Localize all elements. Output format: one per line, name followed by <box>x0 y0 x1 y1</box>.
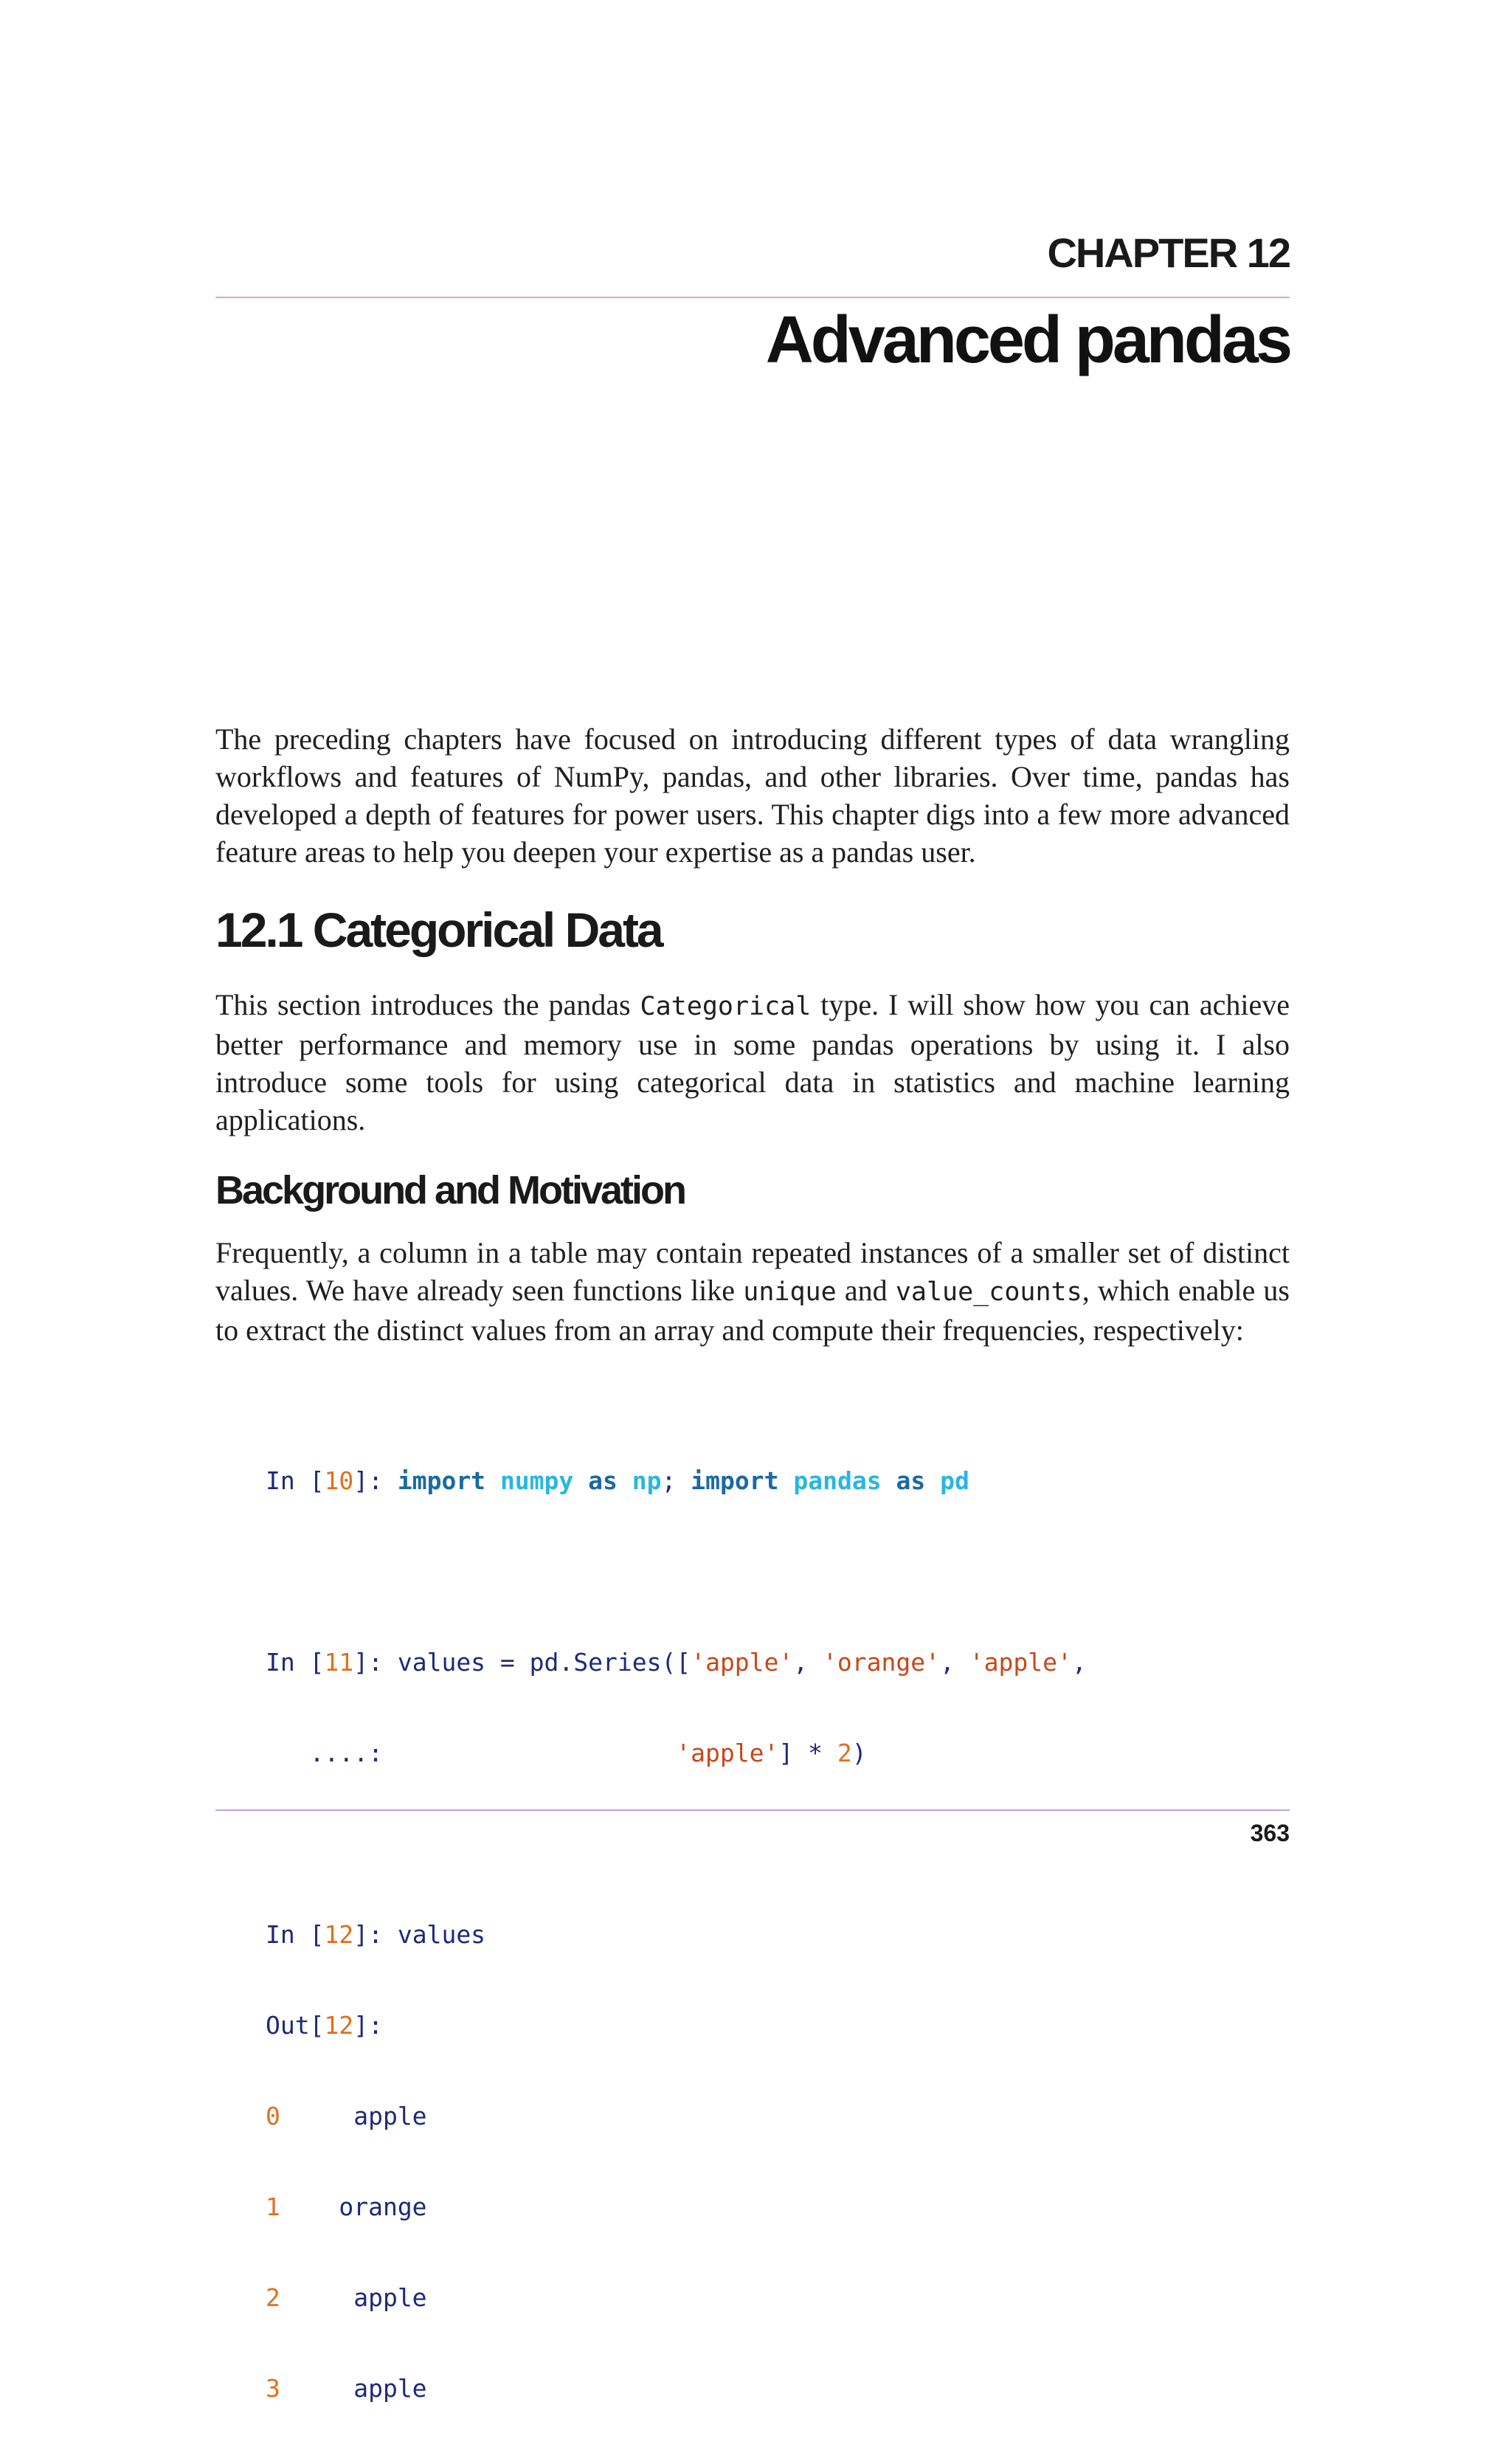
header-rule <box>215 297 1290 298</box>
text-run: , which enable us to extract the distinct values from an array and compute their frequencies, respectively: <box>215 1274 1290 1347</box>
code-blank-line <box>266 1556 1269 1587</box>
inline-code-unique: unique <box>743 1277 837 1307</box>
code-line-in12: In [12]: values <box>266 1920 486 1949</box>
section-heading-categorical-data: 12.1 Categorical Data <box>215 903 662 957</box>
code-output-row: 1 orange <box>266 2192 427 2221</box>
intro-paragraph: The preceding chapters have focused on introducing different types of data wrangling workflows and features of NumPy, pandas, and other libraries. Over time, pandas has developed a depth of features for power users. This chapter digs into a few more advanced feature areas to help you deepen your expertise as a pandas user. <box>215 722 1290 869</box>
code-line-out12: Out[12]: <box>266 2011 383 2040</box>
chapter-label: CHAPTER 12 <box>1047 230 1290 276</box>
inline-code-categorical: Categorical <box>640 992 812 1021</box>
subsection-heading-background: Background and Motivation <box>215 1168 685 1212</box>
code-line-in10: In [10]: import numpy as np; import pandas as pd <box>266 1466 969 1495</box>
footer-rule <box>215 1809 1290 1811</box>
code-block <box>266 1405 1269 2464</box>
code-output-row: 3 apple <box>266 2374 427 2403</box>
code-output-row: 0 apple <box>266 2102 427 2130</box>
page-number: 363 <box>1250 1820 1290 1846</box>
code-line-in11: In [11]: values = pd.Series(['apple', 'orange', 'apple', <box>266 1648 1087 1677</box>
categorical-intro-paragraph <box>215 986 1290 1139</box>
code-line-continuation: ....: 'apple'] * 2) <box>266 1739 867 1767</box>
code-blank-line <box>266 1829 1269 1859</box>
text-run: Frequently, a column in a table may contain repeated instances of a smaller set of distinct values. We have already seen functions like <box>215 1236 1290 1307</box>
text-run: type. I will show how you can achieve better performance and memory use in some pandas operations by using it. I also introduce some tools for using categorical data in statistics and machine learning applications. <box>215 988 1290 1136</box>
inline-code-value-counts: value_counts <box>895 1277 1082 1307</box>
code-output-row: 2 apple <box>266 2283 427 2312</box>
text-run: This section introduces the pandas <box>215 988 640 1021</box>
chapter-title: Advanced pandas <box>765 303 1290 377</box>
background-paragraph <box>215 1234 1290 1349</box>
text-run: and <box>836 1274 896 1307</box>
